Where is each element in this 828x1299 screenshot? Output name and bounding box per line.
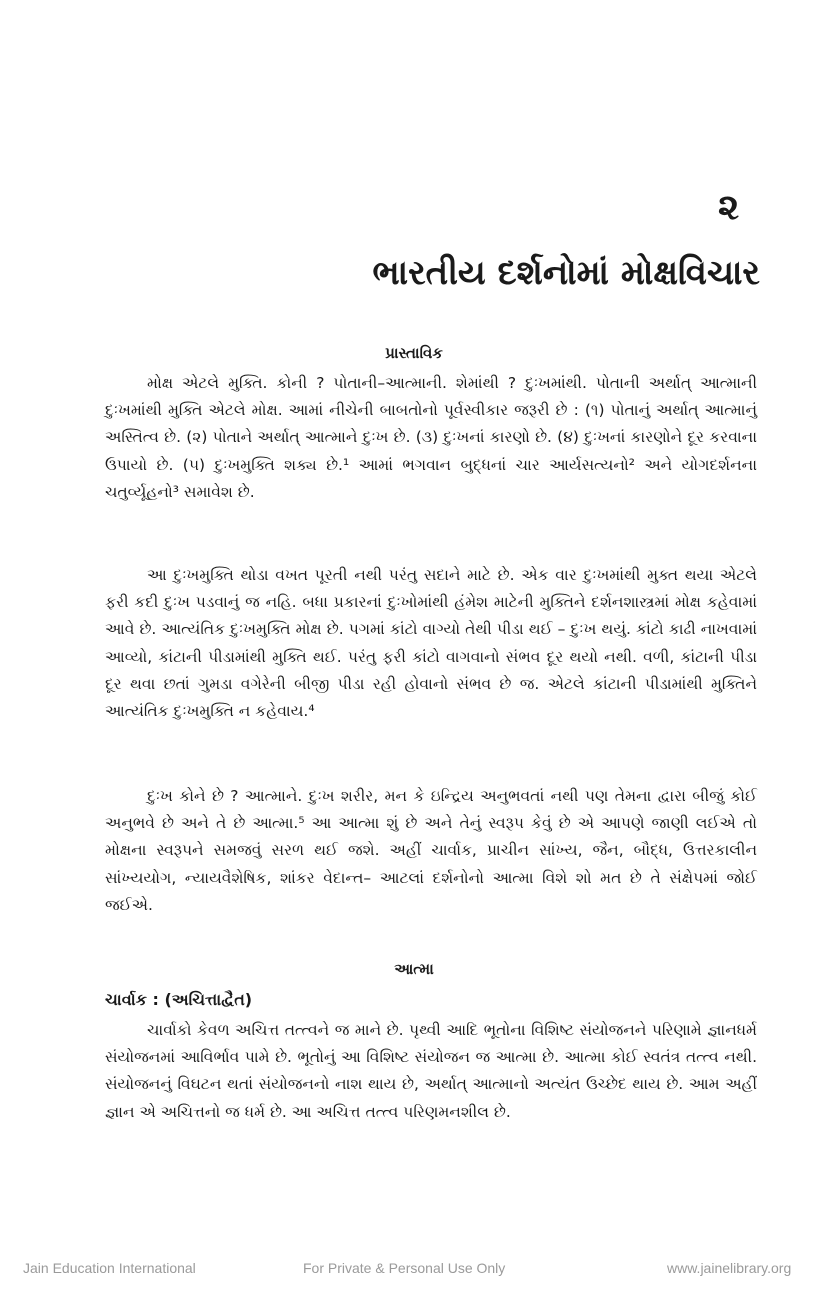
footer-usage-note: For Private & Personal Use Only	[303, 1260, 506, 1276]
chapter-number: ૨	[718, 187, 740, 228]
paragraph-3: દુઃખ કોને છે ? આત્માને. દુઃખ શરીર, મન કે ઇન્દ્રિય અનુભવતાં નથી પણ તેમના દ્વારા બીજું કોઈ અનુભવે છે અને તે છે આત્મા.⁵ આ આત્મા શું છે અને તેનું સ્વરૂપ કેવું છે એ આપણે જાણી લઈએ તો મોક્ષના સ્વરૂપને સમજવું સરળ થઈ જશે. અહીં ચાર્વાક, પ્રાચીન સાંખ્ય, જૈન, બૌદ્ધ, ઉત્તરકાલીન સાંખ્યયોગ, ન્યાયવૈશેષિક, શાંકર વેદાન્ત– આટલાં દર્શનોનો આત્મા વિશે શો મત છે તે સંક્ષેપમાં જોઈ જઈએ.	[105, 787, 757, 914]
chapter-title: ભારતીય દર્શનોમાં મોક્ષવિચાર	[372, 253, 760, 293]
sub-heading-charvak: ચાર્વાક : (અચિત્તાદ્વૈત)	[105, 990, 253, 1009]
paragraph-1: મોક્ષ એટલે મુક્તિ. કોની ? પોતાની–આત્માની. શેમાંથી ? દુઃખમાંથી. પોતાની અર્થાત્ આત્માની દુઃખમાંથી મુક્તિ એટલે મોક્ષ. આમાં નીચેની બાબતોનો પૂર્વસ્વીકાર જરૂરી છે : (૧) પોતાનું અર્થાત્ આત્માનું અસ્તિત્વ છે. (૨) પોતાને અર્થાત્ આત્માને દુઃખ છે. (૩) દુઃખનાં કારણો છે. (૪) દુઃખનાં કારણોને દૂર કરવાના ઉપાયો છે. (૫) દુઃખમુક્તિ શક્ય છે.¹ આમાં ભગવાન બુદ્ધનાં ચાર આર્યસત્યનો² અને યોગદર્શનના ચતુર્વ્યૂહનો³ સમાવેશ છે.	[105, 374, 757, 501]
section-heading-atma: આત્મા	[394, 960, 434, 978]
paragraph-2: આ દુઃખમુક્તિ થોડા વખત પૂરતી નથી પરંતુ સદાને માટે છે. એક વાર દુઃખમાંથી મુક્ત થયા એટલે ફરી કદી દુઃખ પડવાનું જ નહિ. બધા પ્રકારનાં દુઃખોમાંથી હંમેશ માટેની મુક્તિને દર્શનશાસ્ત્રમાં મોક્ષ કહેવામાં આવે છે. આત્યંતિક દુઃખમુક્તિ મોક્ષ છે. પગમાં કાંટો વાગ્યો તેથી પીડા થઈ – દુઃખ થયું. કાંટો કાઢી નાખવામાં આવ્યો, કાંટાની પીડામાંથી મુક્તિ થઈ. પરંતુ ફરી કાંટો વાગવાનો સંભવ દૂર થયો નથી. વળી, કાંટાની પીડા દૂર થવા છતાં ગુમડા વગેરેની બીજી પીડા રહી હોવાનો સંભવ છે જ. એટલે કાંટાની પીડામાંથી મુક્તિને આત્યંતિક દુઃખમુક્તિ ન કહેવાય.⁴	[105, 566, 757, 721]
footer-website-link[interactable]: www.jainelibrary.org	[667, 1260, 792, 1276]
footer-publisher: Jain Education International	[23, 1260, 196, 1276]
paragraph-4: ચાર્વાકો કેવળ અચિત્ત તત્ત્વને જ માને છે. પૃથ્વી આદિ ભૂતોના વિશિષ્ટ સંયોજનને પરિણામે જ્ઞાનધર્મ સંયોજનમાં આવિર્ભાવ પામે છે. ભૂતોનું આ વિશિષ્ટ સંયોજન જ આત્મા છે. આત્મા કોઈ સ્વતંત્ર તત્ત્વ નથી. સંયોજનનું વિઘટન થતાં સંયોજનનો નાશ થાય છે, અર્થાત્ આત્માનો અત્યંત ઉચ્છેદ થાય છે. આમ અહીં જ્ઞાન એ અચિત્તનો જ ધર્મ છે. આ અચિત્ત તત્ત્વ પરિણમનશીલ છે.	[105, 1021, 757, 1121]
section-heading-intro: પ્રાસ્તાવિક	[385, 344, 443, 362]
